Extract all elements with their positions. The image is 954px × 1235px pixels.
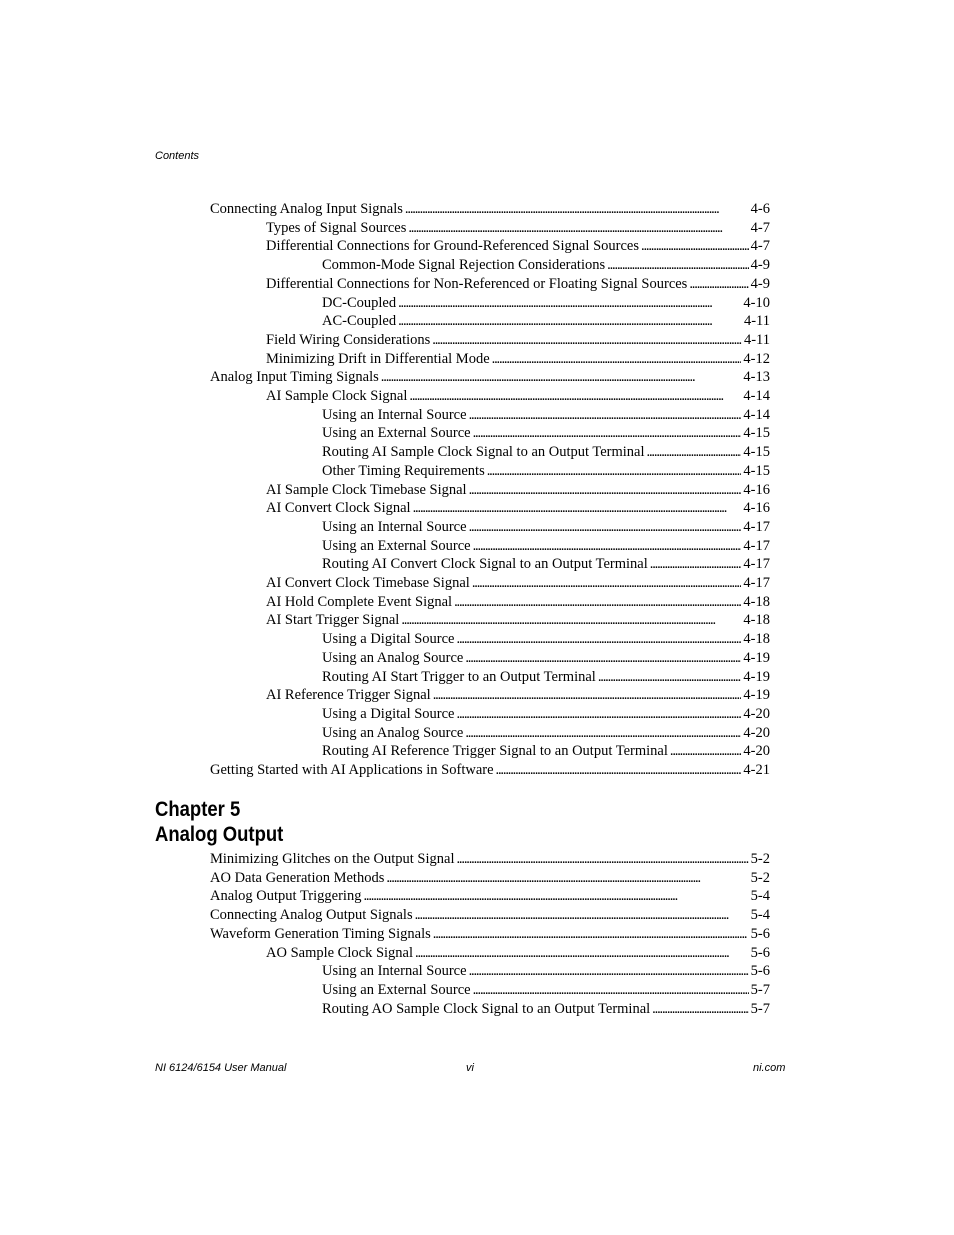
toc-entry[interactable] [322,630,770,649]
toc-dot-leader [652,1000,748,1019]
toc-entry-title: Minimizing Glitches on the Output Signal [210,851,455,867]
toc-entry[interactable] [266,574,770,593]
toc-entry[interactable] [266,331,770,350]
toc-entry-title: AO Data Generation Methods [210,869,385,886]
toc-entry-title: Minimizing Drift in Differential Mode [266,350,490,367]
toc-entry-title: Routing AI Reference Trigger Signal to an Output Terminal [322,743,668,760]
toc-entry[interactable] [266,275,770,294]
toc-entry-page: 4-6 [750,201,770,217]
toc-entry-page: 5-2 [750,851,770,867]
toc-entry-page: 4-16 [743,481,770,498]
toc-entry-title: Using an Internal Source [322,963,467,980]
toc-entry-title: AI Start Trigger Signal [266,612,400,629]
toc-entry-page: 4-17 [743,518,770,535]
toc-entry[interactable] [322,724,770,743]
toc-entry[interactable] [322,1000,770,1019]
toc-entry[interactable] [322,705,770,724]
chapter-title: Analog Output [155,823,284,846]
toc-entry[interactable] [322,256,770,275]
toc-entry-page: 4-19 [743,649,770,666]
toc-entry[interactable] [266,593,770,612]
toc-entry-page: 4-14 [743,388,770,404]
toc-dot-leader [670,742,742,761]
toc-entry-title: DC-Coupled [322,294,397,311]
toc-entry-page: 4-19 [743,687,770,704]
toc-entry[interactable] [210,887,770,906]
toc-entry-title: Analog Output Triggering [210,888,362,905]
toc-entry[interactable] [210,850,770,869]
toc-dot-leader [465,649,741,668]
toc-entry-page: 4-14 [743,406,770,423]
toc-entry-title: Using an Internal Source [322,406,467,423]
toc-entry[interactable] [210,200,770,219]
toc-dot-leader [415,906,749,925]
toc-entry-title: Differential Connections for Non-Referenced or Floating Signal Sources [266,275,688,292]
toc-dot-leader [433,925,749,944]
toc-entry[interactable] [322,537,770,556]
toc-entry[interactable] [210,368,770,387]
toc-dot-leader [469,406,742,425]
toc-entry[interactable] [266,499,770,518]
toc-dot-leader [607,256,749,275]
toc-entry-title: Field Wiring Considerations [266,331,431,348]
toc-entry-title: AI Reference Trigger Signal [266,687,431,704]
toc-entry-page: 5-4 [750,907,770,924]
toc-entry-title: Routing AI Convert Clock Signal to an Output Terminal [322,556,648,573]
toc-entry-title: Using a Digital Source [322,705,455,722]
toc-dot-leader [363,887,748,906]
toc-entry-page: 4-9 [750,257,770,274]
toc-entry-title: Types of Signal Sources [266,219,407,236]
toc-entry-title: AI Convert Clock Signal [266,500,411,517]
toc-dot-leader [409,387,741,406]
toc-entry[interactable] [322,518,770,537]
toc-dot-leader [465,724,741,743]
toc-entry-page: 4-18 [743,593,770,610]
running-header: Contents [155,150,200,162]
toc-entry-title: AI Convert Clock Timebase Signal [266,575,470,591]
toc-entry[interactable] [210,869,770,888]
toc-entry[interactable] [266,350,770,369]
toc-dot-leader [408,219,748,238]
toc-entry-title: Using an Analog Source [322,649,464,666]
toc-entry[interactable] [322,742,770,761]
toc-entry-title: AC-Coupled [322,313,397,330]
toc-entry-page: 4-20 [743,743,770,760]
toc-entry-title: Using an External Source [322,537,471,554]
toc-entry-page: 5-2 [750,869,770,886]
toc-dot-leader [405,200,749,219]
toc-entry-title: Common-Mode Signal Rejection Considerations [322,257,606,274]
toc-dot-leader [398,294,741,313]
toc-entry[interactable] [266,387,770,406]
toc-entry-page: 4-13 [743,369,770,386]
toc-entry-title: Connecting Analog Output Signals [210,907,413,924]
toc-entry-page: 4-15 [743,444,770,461]
toc-entry-title: Using a Digital Source [322,631,455,648]
footer-page-number: vi [466,1062,474,1074]
chapter-number: Chapter 5 [155,798,241,821]
toc-entry-title: AI Sample Clock Signal [266,388,408,404]
toc-entry[interactable] [266,481,770,500]
toc-entry-page: 5-7 [750,1000,770,1017]
toc-entry-title: AI Sample Clock Timebase Signal [266,481,467,498]
toc-dot-leader [432,331,742,350]
toc-entry[interactable] [266,219,770,238]
toc-entry-title: Routing AO Sample Clock Signal to an Output Terminal [322,1000,651,1017]
toc-dot-leader [598,668,742,687]
toc-dot-leader [650,555,742,574]
toc-entry-title: Getting Started with AI Applications in Software [210,762,494,778]
footer-manual-title: NI 6124/6154 User Manual [155,1062,287,1074]
toc-entry-title: Using an External Source [322,981,471,998]
toc-dot-leader [496,761,742,780]
toc-entry[interactable] [322,294,770,313]
toc-dot-leader [456,850,748,869]
toc-entry-title: Analog Input Timing Signals [210,369,379,386]
toc-dot-leader [689,275,748,294]
toc-dot-leader [469,962,749,981]
toc-dot-leader [469,481,742,500]
toc-entry-title: Using an Analog Source [322,724,464,741]
toc-entry-page: 4-17 [743,575,770,591]
toc-entry-page: 4-11 [743,331,770,348]
toc-entry-page: 5-6 [750,925,770,942]
toc-entry-title: Using an External Source [322,425,471,442]
toc-entry-page: 4-18 [743,612,770,629]
toc-entry[interactable] [322,981,770,1000]
toc-entry-page: 5-4 [750,888,770,905]
toc-entry[interactable] [266,944,770,963]
toc-dot-leader [413,499,742,518]
toc-entry-page: 4-12 [743,350,770,367]
toc-entry-title: Differential Connections for Ground-Referenced Signal Sources [266,238,639,255]
toc-entry-page: 4-17 [743,556,770,573]
toc-entry-title: Routing AI Start Trigger to an Output Terminal [322,668,596,685]
chapter-heading [155,797,283,847]
toc-dot-leader [433,686,742,705]
toc-dot-leader [415,944,749,963]
toc-entry-title: AI Hold Complete Event Signal [266,593,453,610]
toc-entry-page: 4-20 [743,705,770,722]
toc-entry-page: 4-19 [743,668,770,685]
toc-dot-leader [472,574,742,593]
toc-dot-leader [457,630,742,649]
toc-entry-page: 4-9 [750,275,770,292]
toc-dot-leader [454,593,741,612]
toc-entry-page: 4-20 [743,724,770,741]
toc-entry[interactable] [322,462,770,481]
toc-entry-page: 4-16 [743,500,770,517]
toc-dot-leader [487,462,742,481]
toc-entry-page: 4-18 [743,631,770,648]
toc-dot-leader [641,237,749,256]
toc-entry-page: 5-7 [750,981,770,998]
toc-entry-page: 4-11 [743,313,770,330]
toc-entry-page: 4-7 [750,219,770,236]
toc-dot-leader [401,611,741,630]
footer-website: ni.com [753,1062,786,1074]
toc-entry[interactable] [266,237,770,256]
toc-dot-leader [457,705,742,724]
toc-entry-title: Other Timing Requirements [322,462,485,479]
toc-entry-page: 5-6 [750,944,770,961]
toc-entry[interactable] [322,424,770,443]
toc-dot-leader [469,518,742,537]
toc-entry-page: 4-17 [743,537,770,554]
toc-dot-leader [381,368,742,387]
toc-entry[interactable] [210,925,770,944]
toc-entry-page: 4-15 [743,462,770,479]
toc-dot-leader [647,443,742,462]
toc-entry-title: Routing AI Sample Clock Signal to an Output Terminal [322,444,645,461]
toc-entry[interactable] [266,686,770,705]
toc-entry-page: 4-10 [743,294,770,311]
toc-entry-page: 4-7 [750,238,770,255]
toc-entry[interactable] [322,649,770,668]
toc-entry[interactable] [210,906,770,925]
toc-entry[interactable] [322,555,770,574]
toc-dot-leader [386,869,748,888]
toc-entry[interactable] [210,761,770,780]
toc-entry-title: Waveform Generation Timing Signals [210,925,431,942]
toc-dot-leader [492,350,742,369]
toc-dot-leader [473,981,749,1000]
toc-entry-page: 4-15 [743,425,770,442]
toc-entry[interactable] [322,443,770,462]
toc-dot-leader [473,424,742,443]
toc-entry-page: 5-6 [750,963,770,980]
toc-entry[interactable] [266,611,770,630]
toc-entry-page: 4-21 [743,762,770,778]
toc-entry-title: AO Sample Clock Signal [266,944,414,961]
toc-entry[interactable] [322,406,770,425]
toc-entry[interactable] [322,962,770,981]
toc-entry[interactable] [322,668,770,687]
toc-dot-leader [398,312,742,331]
toc-dot-leader [473,537,742,556]
toc-entry-title: Using an Internal Source [322,518,467,535]
toc-entry[interactable] [322,312,770,331]
toc-entry-title: Connecting Analog Input Signals [210,201,403,217]
